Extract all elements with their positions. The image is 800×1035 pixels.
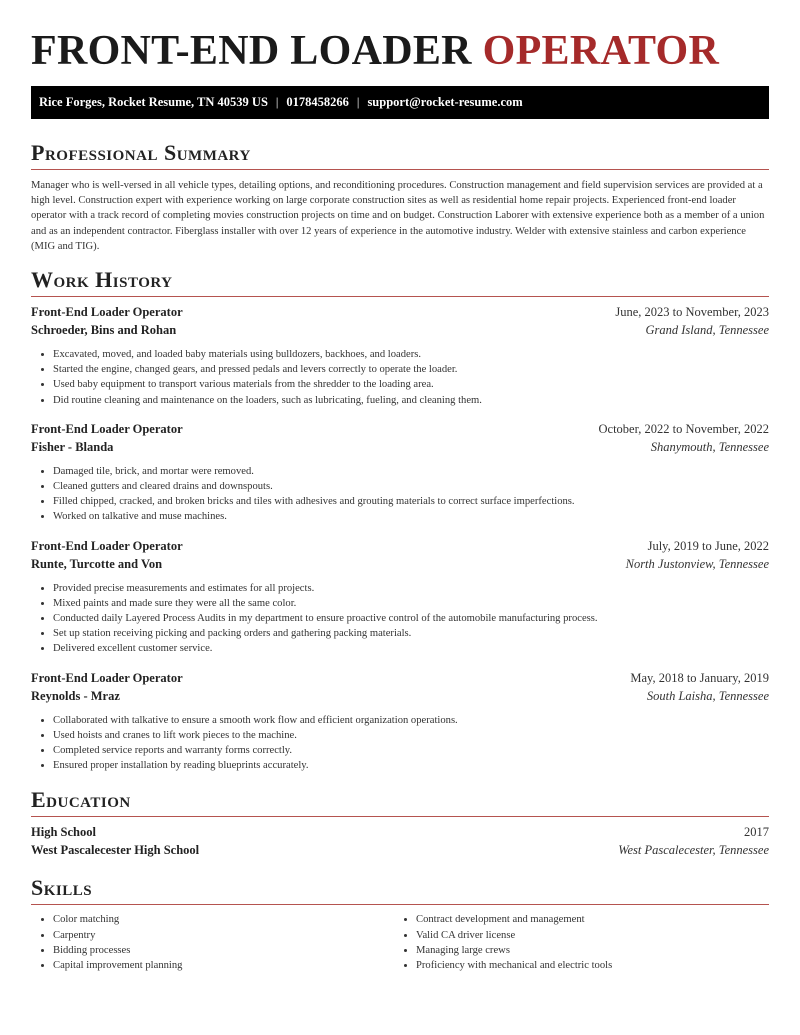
skills-column-right bbox=[394, 912, 757, 973]
education-degree: High School bbox=[31, 825, 96, 840]
candidate-name bbox=[31, 27, 769, 75]
job-entry bbox=[31, 422, 769, 525]
job-bullet: • Did routine cleaning and maintenance on the loaders, such as lubricating, fueling, and cleaning them. bbox=[53, 393, 769, 408]
contact-phone[interactable]: 0178458266 bbox=[286, 95, 349, 109]
job-role: Front-End Loader Operator bbox=[31, 670, 183, 685]
job-entry bbox=[31, 539, 769, 657]
job-dates: May, 2018 to January, 2019 bbox=[630, 670, 769, 685]
skill-item: • Proficiency with mechanical and electric tools bbox=[416, 958, 757, 973]
job-location: North Justonview, Tennessee bbox=[625, 556, 769, 571]
education-year: 2017 bbox=[744, 825, 769, 840]
work-history-heading: Work History bbox=[31, 267, 769, 297]
job-location: Shanymouth, Tennessee bbox=[650, 439, 769, 454]
resume-page bbox=[31, 0, 769, 973]
summary-heading: Professional Summary bbox=[31, 140, 769, 170]
job-bullet: • Ensured proper installation by reading blueprints accurately. bbox=[53, 758, 769, 773]
summary-text: Manager who is well-versed in all vehicle types, detailing options, and reconditioning procedures. Construction management and field supervision services are provided at a high level. Construction expert with experience working on large corporate construction sites as well as residential home repair projects. Experienced front-end loader operator with a track record of completing movies construction projects on time and on budget. Construction Laborer with extensive experience both as a member of a union and as an independent contractor. Fiberglass installer with over 12 years of experience in the automotive industry. Welder with extensive stainless and carbon experience (MIG and TIG). bbox=[31, 180, 765, 252]
job-bullets bbox=[31, 581, 769, 657]
job-bullet: • Used hoists and cranes to lift work pieces to the machine. bbox=[53, 728, 769, 743]
job-role: Front-End Loader Operator bbox=[31, 305, 183, 320]
job-role: Front-End Loader Operator bbox=[31, 538, 183, 553]
contact-separator: | bbox=[356, 95, 360, 109]
skill-item: • Color matching bbox=[53, 912, 394, 927]
name-last: OPERATOR bbox=[482, 28, 720, 74]
job-bullet: • Mixed paints and made sure they were all the same color. bbox=[53, 596, 769, 611]
job-bullet: • Collaborated with talkative to ensure a smooth work flow and efficient organization operations. bbox=[53, 713, 769, 728]
job-bullet: • Used baby equipment to transport various materials from the shredder to the loading area. bbox=[53, 377, 769, 392]
job-company: Runte, Turcotte and Von bbox=[31, 556, 163, 571]
education-heading: Education bbox=[31, 787, 769, 817]
contact-separator: | bbox=[275, 95, 279, 109]
skills-column-left bbox=[31, 912, 394, 973]
education-entry bbox=[31, 825, 769, 861]
job-company: Fisher - Blanda bbox=[31, 439, 114, 454]
job-entry bbox=[31, 671, 769, 774]
job-entry bbox=[31, 305, 769, 408]
job-bullet: • Delivered excellent customer service. bbox=[53, 641, 769, 656]
skill-item: • Contract development and management bbox=[416, 912, 757, 927]
job-bullet: • Provided precise measurements and estimates for all projects. bbox=[53, 581, 769, 596]
job-bullet: • Started the engine, changed gears, and pressed pedals and levers correctly to operate the loader. bbox=[53, 362, 769, 377]
job-dates: July, 2019 to June, 2022 bbox=[647, 538, 769, 553]
job-company: Reynolds - Mraz bbox=[31, 688, 120, 703]
job-bullets bbox=[31, 347, 769, 408]
job-role: Front-End Loader Operator bbox=[31, 421, 183, 436]
skill-item: • Valid CA driver license bbox=[416, 928, 757, 943]
job-bullet: • Conducted daily Layered Process Audits in my department to ensure proactive control of the automobile manufacturing process. bbox=[53, 611, 769, 626]
skill-item: • Bidding processes bbox=[53, 943, 394, 958]
job-bullets bbox=[31, 464, 769, 525]
job-location: Grand Island, Tennessee bbox=[645, 323, 769, 338]
job-bullet: • Filled chipped, cracked, and broken bricks and tiles with adhesives and grouting materials to correct surface imperfections. bbox=[53, 494, 769, 509]
job-bullets bbox=[31, 713, 769, 774]
job-bullet: • Damaged tile, brick, and mortar were removed. bbox=[53, 464, 769, 479]
contact-email[interactable]: support@rocket-resume.com bbox=[367, 95, 523, 109]
job-bullet: • Set up station receiving picking and packing orders and gathering packing materials. bbox=[53, 626, 769, 641]
skill-item: • Carpentry bbox=[53, 928, 394, 943]
job-company: Schroeder, Bins and Rohan bbox=[31, 323, 177, 338]
contact-bar bbox=[31, 86, 769, 119]
skill-item: • Managing large crews bbox=[416, 943, 757, 958]
skills-heading: Skills bbox=[31, 875, 769, 905]
education-location: West Pascalecester, Tennessee bbox=[618, 843, 769, 858]
job-bullet: • Completed service reports and warranty forms correctly. bbox=[53, 743, 769, 758]
name-first: FRONT-END LOADER bbox=[31, 28, 472, 74]
skill-item: • Capital improvement planning bbox=[53, 958, 394, 973]
contact-address: Rice Forges, Rocket Resume, TN 40539 US bbox=[39, 95, 268, 109]
job-dates: October, 2022 to November, 2022 bbox=[598, 421, 769, 436]
education-school: West Pascalecester High School bbox=[31, 843, 200, 858]
job-dates: June, 2023 to November, 2023 bbox=[615, 305, 769, 320]
job-bullet: • Cleaned gutters and cleared drains and downspouts. bbox=[53, 479, 769, 494]
job-location: South Laisha, Tennessee bbox=[646, 688, 769, 703]
skills-list bbox=[31, 912, 769, 973]
job-bullet: • Excavated, moved, and loaded baby materials using bulldozers, backhoes, and loaders. bbox=[53, 347, 769, 362]
job-bullet: • Worked on talkative and muse machines. bbox=[53, 509, 769, 524]
